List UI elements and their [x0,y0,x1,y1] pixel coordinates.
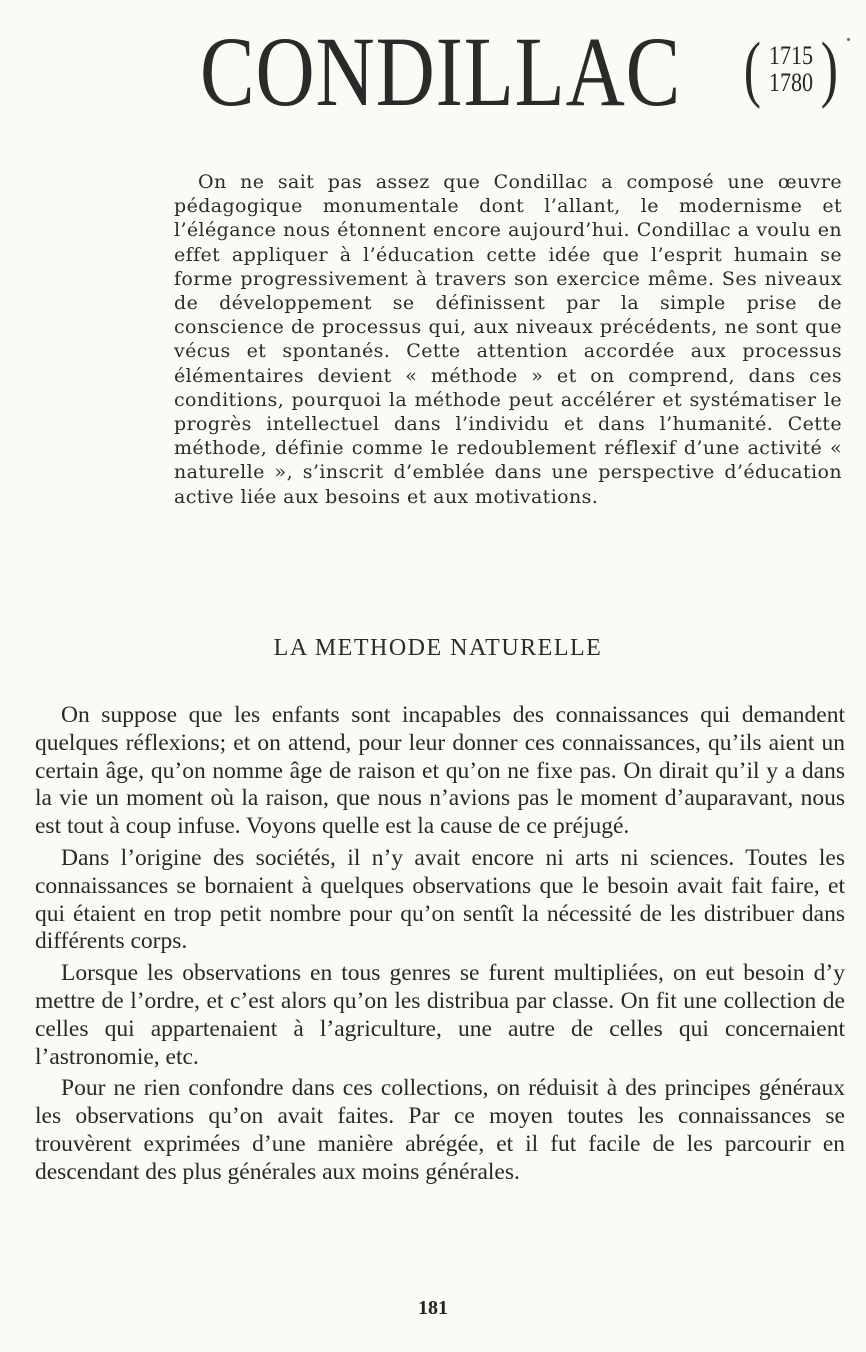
close-paren: ) [820,28,838,110]
speck-mark [847,38,850,41]
body-paragraph: Pour ne rien confondre dans ces collections, on réduisit à des principes généraux les observations qu’on avait faites. Par ce moyen toutes les connaissances se trouvèrent exprimées d’une manière abrégée, et il fut facile de les parcourir en descendant des plus générales aux moins générales. [35,1075,845,1185]
intro-paragraph: On ne sait pas assez que Condillac a composé une œuvre pédagogique monumentale dont l’allant, le modernisme et l’élégance nous étonnent encore aujourd’hui. Condillac a voulu en effet appliquer à l’éducation cette idée que l’esprit humain se forme progressivement à travers son exercice même. Ses niveaux de développement se définissent par la simple prise de conscience de processus qui, aux niveaux précédents, ne sont que vécus et spontanés. Cette attention accordée aux processus élémentaires devient « méthode » et on comprend, dans ces conditions, pourquoi la méthode peut accélérer et systématiser le progrès intellectuel dans l’individu et dans l’humanité. Cette méthode, définie comme le redoublement réflexif d’une activité « naturelle », s’inscrit d’emblée dans une perspective d’éducation active liée aux besoins et aux motivations. [174,171,842,508]
page-number: 181 [418,1297,448,1319]
years-stack [769,42,813,97]
section-heading: LA METHODE NATURELLE [273,635,603,661]
open-paren: ( [743,28,761,110]
life-dates [740,28,841,110]
body-paragraph: Dans l’origine des sociétés, il n’y avait encore ni arts ni sciences. Toutes les connaissances se bornaient à quelques observations que le besoin avait fait faire, et qui étaient en trop petit nombre pour qu’on sentît la nécessité de les distribuer dans différents corps. [35,844,845,955]
section-body [35,702,845,1191]
body-paragraph: On suppose que les enfants sont incapables des connaissances qui demandent quelques réflexions; et on attend, pour leur donner ces connaissances, qu’ils aient un certain âge, qu’on nomme âge de raison et qu’on ne fixe pas. On dirait qu’il y a dans la vie un moment où la raison, que nous n’avions pas le moment d’auparavant, nous est tout à coup infuse. Voyons quelle est la cause de ce préjugé. [35,702,845,840]
birth-year: 1715 [768,40,813,70]
death-year: 1780 [768,68,813,97]
page-header [200,16,787,127]
body-paragraph: Lorsque les observations en tous genres se furent multipliées, on eut besoin d’y mettre de l’ordre, et c’est alors qu’on les distribua par classe. On fit une collection de celles qui appartenaient à l’agriculture, une autre de celles qui concernaient l’astronomie, etc. [35,960,845,1070]
page-title: CONDILLAC [200,16,682,127]
